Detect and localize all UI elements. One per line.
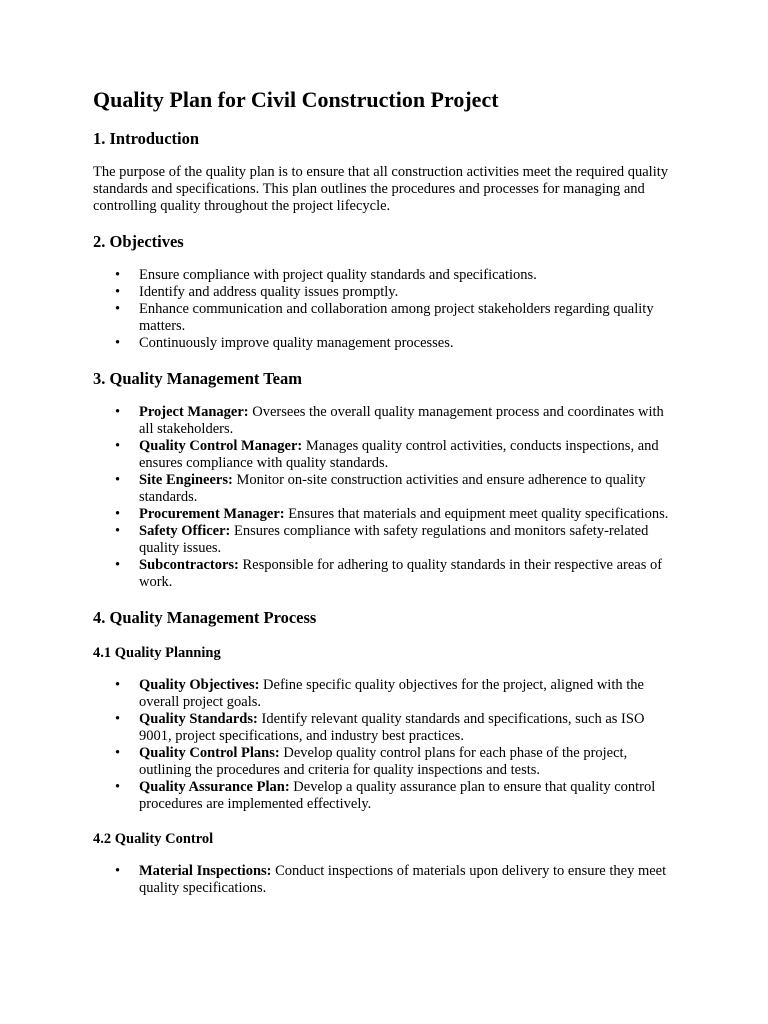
planning-heading: 4.1 Quality Planning	[93, 645, 221, 661]
bullet-marker: •	[115, 523, 121, 539]
introduction-text: The purpose of the quality plan is to ensure that all construction activities meet the required quality standards and specifications. This plan outlines the procedures and processes for managing and controlling quality throughout the project lifecycle.	[93, 164, 669, 214]
list-item-text: Enhance communication and collaboration among project stakeholders regarding quality matters.	[139, 301, 654, 334]
list-item-desc: Develop a quality assurance plan to ensure that quality control procedures are implemented effectively.	[139, 779, 656, 812]
list-item	[93, 779, 674, 813]
list-item	[93, 404, 674, 438]
list-item-term: Quality Standards:	[139, 711, 258, 727]
list-item-term: Project Manager:	[139, 404, 249, 420]
list-item	[93, 677, 674, 711]
list-item-desc: Conduct inspections of materials upon delivery to ensure they meet quality specifications.	[139, 863, 667, 896]
control-list	[93, 863, 674, 897]
list-item-desc: Monitor on-site construction activities and ensure adherence to quality standards.	[139, 472, 646, 505]
list-item	[93, 745, 674, 779]
introduction-heading: 1. Introduction	[93, 129, 200, 148]
bullet-marker: •	[115, 863, 121, 879]
list-item-term: Quality Control Plans:	[139, 745, 280, 761]
list-item-desc: Ensures that materials and equipment meet quality specifications.	[284, 506, 669, 522]
list-item-term: Safety Officer:	[139, 523, 231, 539]
bullet-marker: •	[115, 335, 121, 351]
list-item	[93, 523, 674, 557]
list-item	[93, 863, 674, 897]
list-item-desc: Identify relevant quality standards and specifications, such as ISO 9001, project specifications, and industry best practices.	[139, 711, 645, 744]
list-item-term: Quality Assurance Plan:	[139, 779, 290, 795]
bullet-marker: •	[115, 779, 121, 795]
list-item-desc: Develop quality control plans for each phase of the project, outlining the procedures and criteria for quality inspections and tests.	[139, 745, 628, 778]
planning-list	[93, 677, 674, 813]
list-item	[93, 472, 674, 506]
list-item-text: Ensure compliance with project quality standards and specifications.	[139, 267, 537, 283]
list-item-term: Site Engineers:	[139, 472, 233, 488]
objectives-heading: 2. Objectives	[93, 232, 184, 251]
list-item	[93, 711, 674, 745]
list-item-desc: Responsible for adhering to quality standards in their respective areas of work.	[139, 557, 663, 590]
control-heading: 4.2 Quality Control	[93, 831, 214, 847]
list-item	[93, 284, 674, 301]
list-item-text: Continuously improve quality management processes.	[139, 335, 454, 351]
list-item-term: Quality Control Manager:	[139, 438, 303, 454]
list-item	[93, 335, 674, 352]
list-item-term: Procurement Manager:	[139, 506, 285, 522]
list-item	[93, 301, 674, 335]
bullet-marker: •	[115, 677, 121, 693]
bullet-marker: •	[115, 506, 121, 522]
team-heading: 3. Quality Management Team	[93, 369, 302, 388]
list-item-term: Material Inspections:	[139, 863, 272, 879]
bullet-marker: •	[115, 745, 121, 761]
objectives-list	[93, 267, 674, 352]
bullet-marker: •	[115, 284, 121, 300]
list-item	[93, 438, 674, 472]
bullet-marker: •	[115, 438, 121, 454]
bullet-marker: •	[115, 267, 121, 283]
list-item-desc: Manages quality control activities, conducts inspections, and ensures compliance with quality standards.	[139, 438, 659, 471]
team-list	[93, 404, 674, 591]
list-item-desc: Define specific quality objectives for the project, aligned with the overall project goals.	[139, 677, 644, 710]
list-item	[93, 557, 674, 591]
process-heading: 4. Quality Management Process	[93, 608, 317, 627]
bullet-marker: •	[115, 301, 121, 317]
bullet-marker: •	[115, 557, 121, 573]
list-item-desc: Oversees the overall quality management process and coordinates with all stakeholders.	[139, 404, 664, 437]
list-item-term: Subcontractors:	[139, 557, 239, 573]
list-item-text: Identify and address quality issues promptly.	[139, 284, 399, 300]
bullet-marker: •	[115, 711, 121, 727]
bullet-marker: •	[115, 472, 121, 488]
list-item	[93, 267, 674, 284]
bullet-marker: •	[115, 404, 121, 420]
list-item-term: Quality Objectives:	[139, 677, 260, 693]
list-item-desc: Ensures compliance with safety regulations and monitors safety-related quality issues.	[139, 523, 649, 556]
document-title: Quality Plan for Civil Construction Project	[93, 87, 499, 112]
list-item	[93, 506, 674, 523]
